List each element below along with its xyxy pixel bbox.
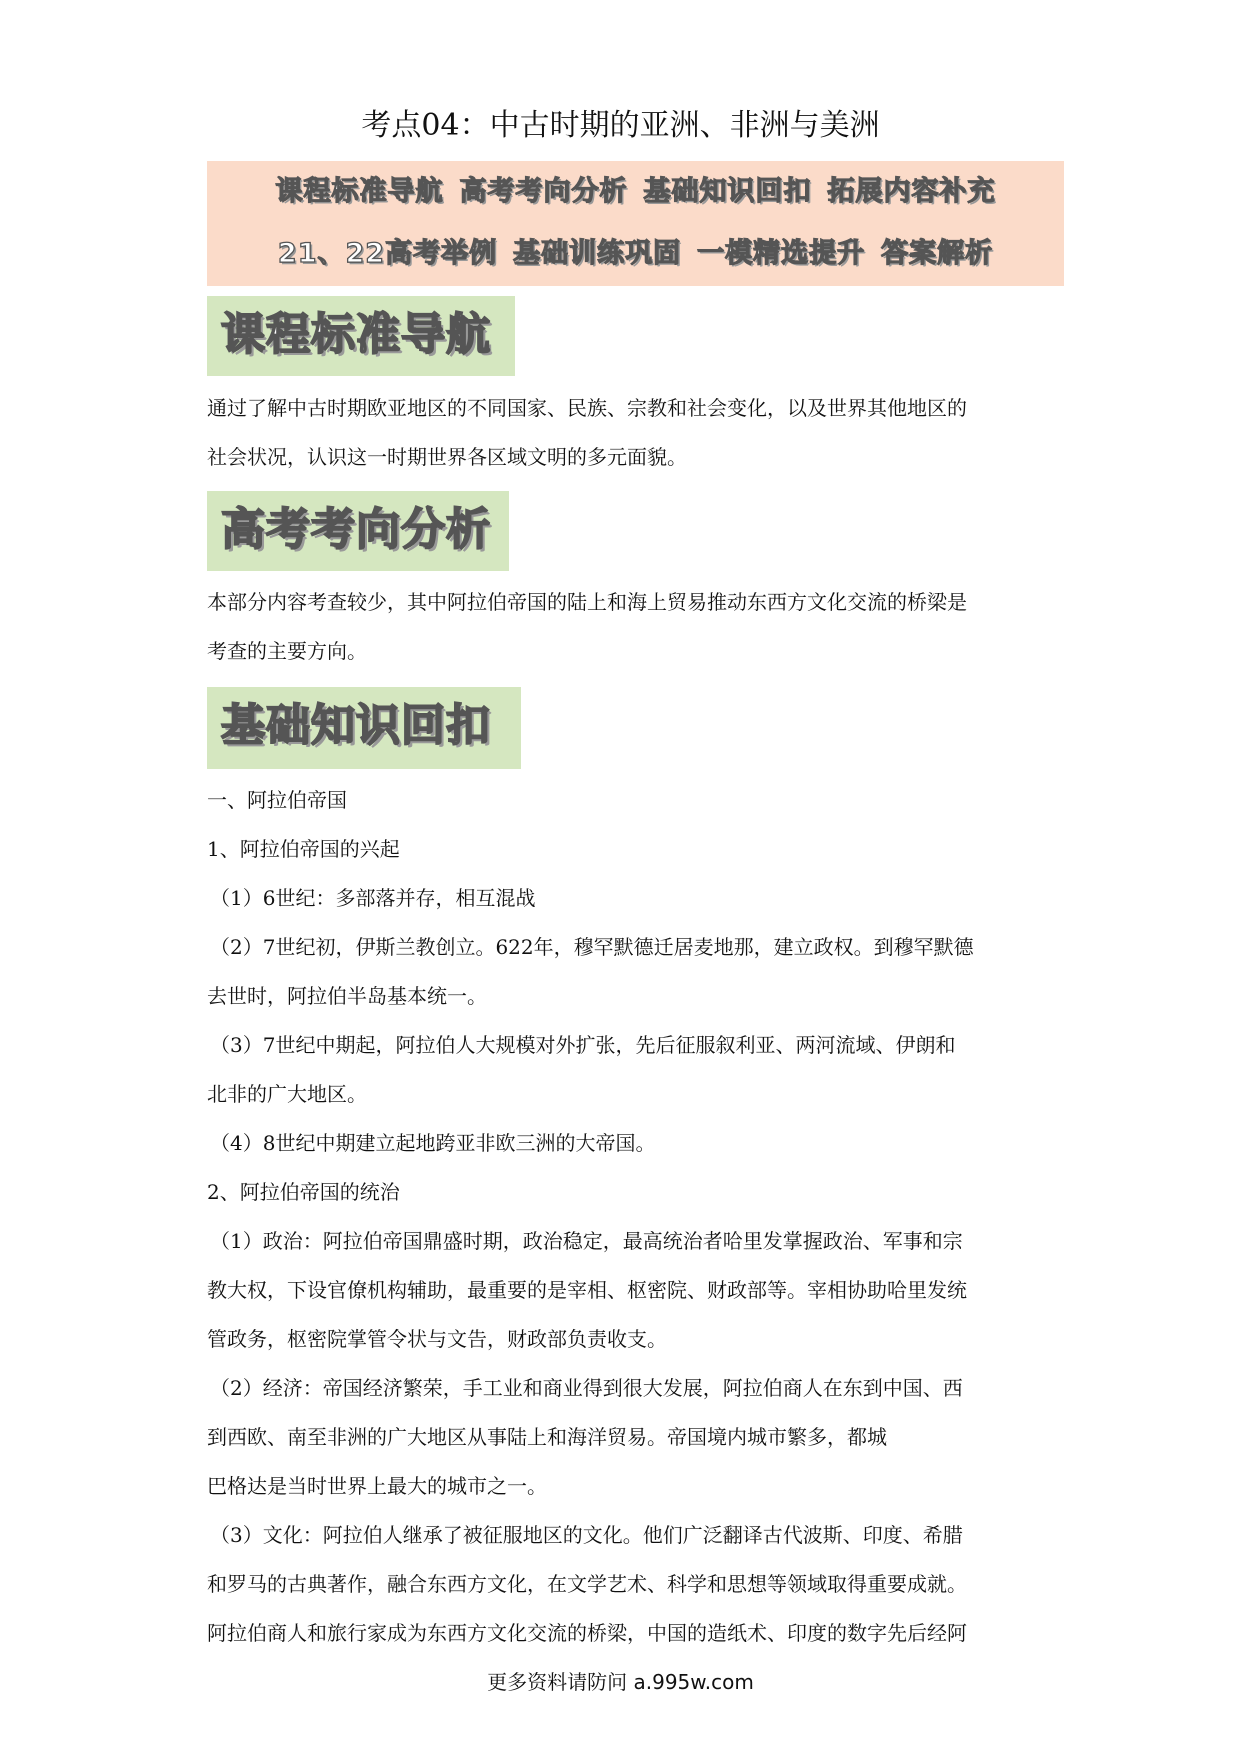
text-line: 到西欧、南至非洲的广大地区从事陆上和海洋贸易。帝国境内城市繁多，都城 [207,1425,887,1449]
nav-link-practice[interactable]: 基础训练巩固 [513,238,682,269]
section-heading-analysis [207,491,509,571]
text-line: （1）政治：阿拉伯帝国鼎盛时期，政治稳定，最高统治者哈里发掌握政治、军事和宗 [210,1229,963,1253]
section-heading-basics-text: 基础知识回扣 [221,700,491,751]
text-line: 教大权，下设官僚机构辅助，最重要的是宰相、枢密院、财政部等。宰相协助哈里发统 [207,1278,967,1302]
text-line: 本部分内容考查较少，其中阿拉伯帝国的陆上和海上贸易推动东西方文化交流的桥梁是 [207,590,967,614]
page-title: 考点04：中古时期的亚洲、非洲与美洲 [361,108,880,143]
section-heading-analysis-text: 高考考向分析 [221,504,491,555]
text-line: （1）6世纪：多部落并存，相互混战 [210,886,536,910]
text-line: 阿拉伯商人和旅行家成为东西方文化交流的桥梁，中国的造纸术、印度的数字先后经阿 [207,1621,967,1645]
text-line: 去世时，阿拉伯半岛基本统一。 [207,984,487,1008]
text-line: 社会状况，认识这一时期世界各区域文明的多元面貌。 [207,445,687,469]
nav-row-2 [207,231,1064,277]
nav-link-answers[interactable]: 答案解析 [881,238,994,269]
text-line: 巴格达是当时世界上最大的城市之一。 [207,1474,547,1498]
text-line: 通过了解中古时期欧亚地区的不同国家、民族、宗教和社会变化，以及世界其他地区的 [207,396,967,420]
navigation-box [207,161,1064,286]
nav-link-exam-examples[interactable]: 21、22高考举例 [277,238,498,269]
text-line: （2）经济：帝国经济繁荣，手工业和商业得到很大发展，阿拉伯商人在东到中国、西 [210,1376,963,1400]
nav-link-extension[interactable]: 拓展内容补充 [827,176,996,207]
text-line: （2）7世纪初，伊斯兰教创立。622年，穆罕默德迁居麦地那，建立政权。到穆罕默德 [210,935,974,959]
nav-link-basics[interactable]: 基础知识回扣 [643,176,812,207]
text-line: 2、阿拉伯帝国的统治 [207,1180,400,1204]
text-line: 管政务，枢密院掌管令状与文告，财政部负责收支。 [207,1327,667,1351]
nav-link-mock-selection[interactable]: 一模精选提升 [697,238,866,269]
nav-link-standard[interactable]: 课程标准导航 [275,176,444,207]
section-heading-standard-text: 课程标准导航 [221,309,491,360]
text-line: 1、阿拉伯帝国的兴起 [207,837,400,861]
section-heading-basics [207,687,521,769]
text-line: 北非的广大地区。 [207,1082,367,1106]
text-line: 和罗马的古典著作，融合东西方文化，在文学艺术、科学和思想等领域取得重要成就。 [207,1572,967,1596]
text-line: 一、阿拉伯帝国 [207,788,347,812]
nav-link-analysis[interactable]: 高考考向分析 [459,176,628,207]
text-line: （3）文化：阿拉伯人继承了被征服地区的文化。他们广泛翻译古代波斯、印度、希腊 [210,1523,963,1547]
footer-link[interactable]: 更多资料请防问 a.995w.com [487,1670,754,1694]
text-line: （4）8世纪中期建立起地跨亚非欧三洲的大帝国。 [210,1131,656,1155]
section-heading-standard [207,296,515,376]
nav-row-1 [207,169,1064,215]
text-line: 考查的主要方向。 [207,639,367,663]
text-line: （3）7世纪中期起，阿拉伯人大规模对外扩张，先后征服叙利亚、两河流域、伊朗和 [210,1033,956,1057]
